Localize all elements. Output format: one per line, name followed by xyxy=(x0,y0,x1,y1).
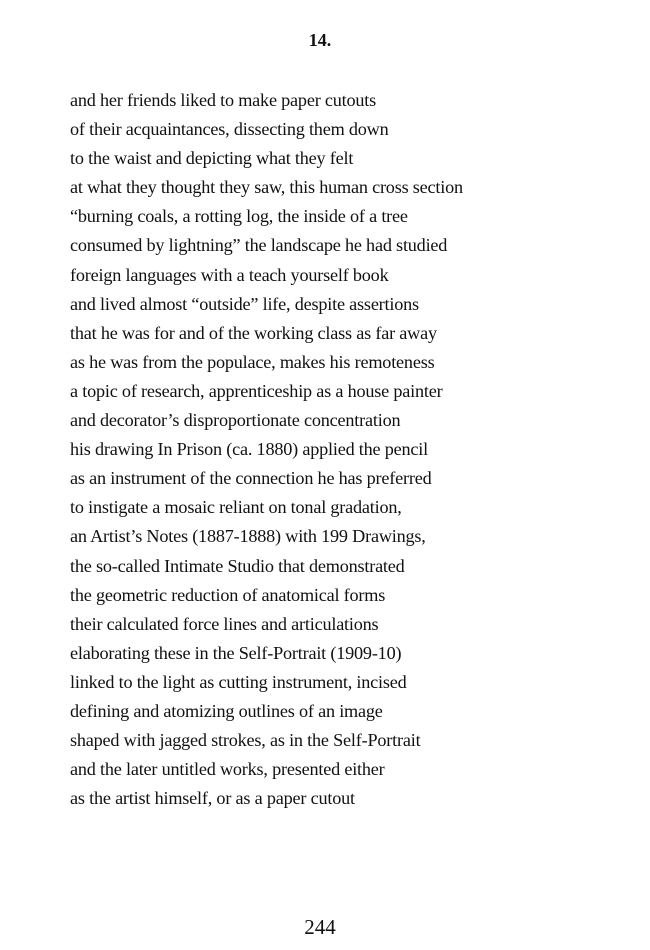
poem-line: as he was from the populace, makes his remoteness xyxy=(70,351,435,372)
poem-line: the so-called Intimate Studio that demonstrated xyxy=(70,555,405,576)
poem-body xyxy=(70,86,610,813)
poem-line: an Artist’s Notes (1887-1888) with 199 Drawings, xyxy=(70,526,426,547)
poem-line: and decorator’s disproportionate concentration xyxy=(70,410,401,431)
poem-line: as the artist himself, or as a paper cutout xyxy=(70,788,355,809)
poem-line: their calculated force lines and articulations xyxy=(70,613,379,634)
poem-line: a topic of research, apprenticeship as a house painter xyxy=(70,380,443,401)
page-number: 244 xyxy=(304,915,336,939)
poem-line: as an instrument of the connection he has preferred xyxy=(70,468,432,489)
poem-line: foreign languages with a teach yourself book xyxy=(70,264,389,285)
poem-line: and the later untitled works, presented either xyxy=(70,759,385,780)
poem-line: his drawing In Prison (ca. 1880) applied the pencil xyxy=(70,439,429,460)
poem-line: and her friends liked to make paper cutouts xyxy=(70,90,377,110)
poem-line: and lived almost “outside” life, despite assertions xyxy=(70,293,419,314)
poem-line: the geometric reduction of anatomical forms xyxy=(70,584,386,605)
poem-line: of their acquaintances, dissecting them down xyxy=(70,119,389,140)
poem-line: linked to the light as cutting instrument, incised xyxy=(70,671,407,692)
poem-line: consumed by lightning” the landscape he had studied xyxy=(70,235,448,256)
section-number: 14. xyxy=(308,30,332,50)
poem-line: to instigate a mosaic reliant on tonal gradation, xyxy=(70,497,402,518)
poem-line: “burning coals, a rotting log, the inside of a tree xyxy=(70,206,408,227)
poem-line: at what they thought they saw, this human cross section xyxy=(70,177,463,198)
poem-line: to the waist and depicting what they felt xyxy=(70,148,354,169)
poem-line: defining and atomizing outlines of an image xyxy=(70,700,383,721)
poem-line: shaped with jagged strokes, as in the Self-Portrait xyxy=(70,730,421,751)
poem-line: that he was for and of the working class as far away xyxy=(70,322,437,343)
poem-line: elaborating these in the Self-Portrait (1909-10) xyxy=(70,642,402,663)
